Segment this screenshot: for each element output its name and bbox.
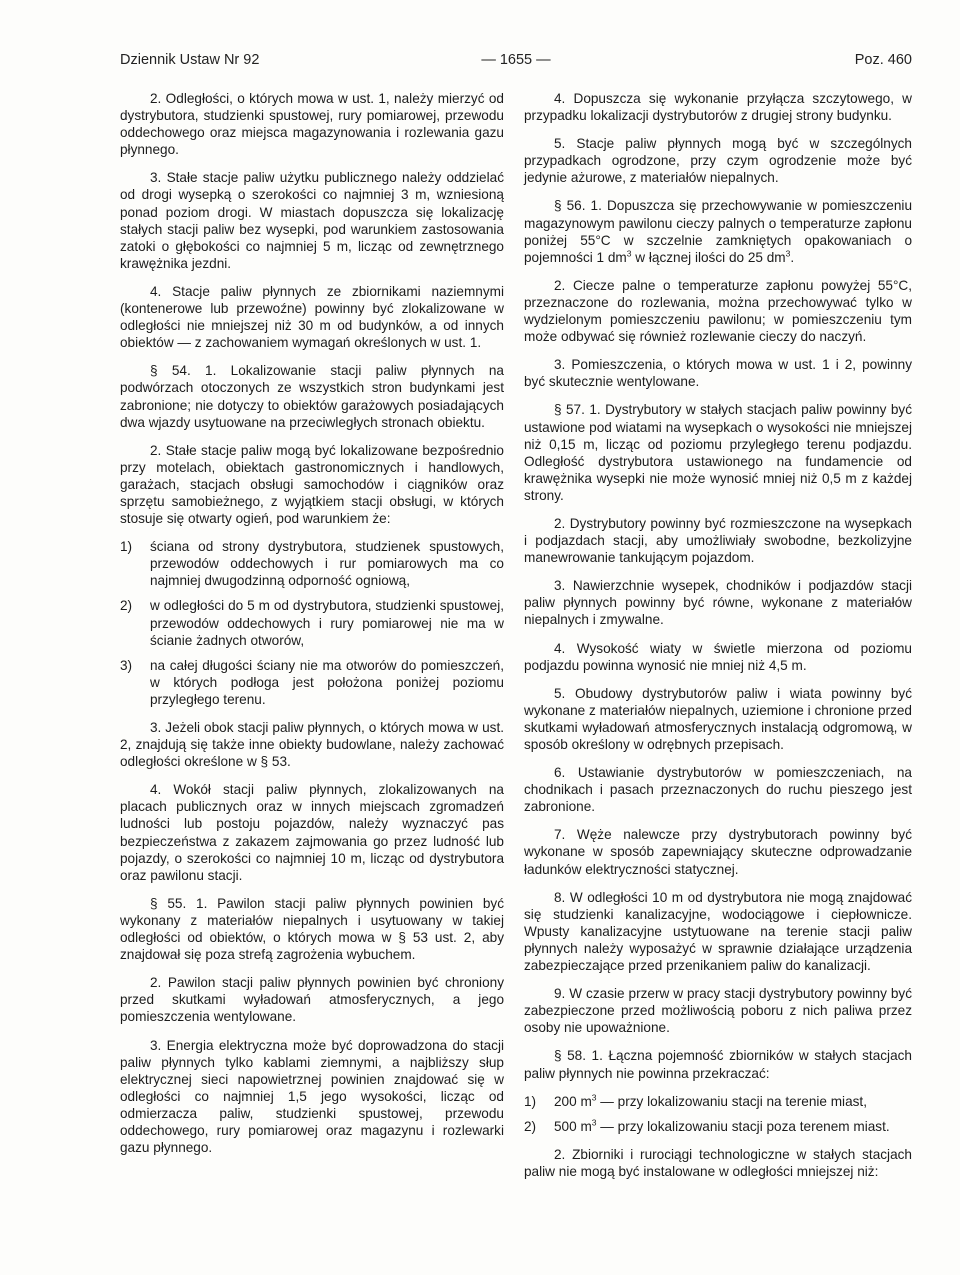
description: — przy lokalizowaniu stacji poza terenem miast.	[596, 1118, 890, 1134]
superscript: 3	[591, 1092, 597, 1103]
paragraph: 8. W odległości 10 m od dystrybutora nie mogą znajdować się studzienki kanalizacyjne, wodociągowe i ciepłownicze. Wpusty kanalizacyjne ustytuowane na terenie stacji paliw płynnych należy wyposażyć w sprawnie działające urządzenia zabezpieczające przed przenikaniem paliw do kanalizacji.	[524, 889, 912, 974]
list-item	[120, 657, 504, 708]
superscript: 3	[785, 248, 791, 259]
paragraph: 2. Zbiorniki i rurociągi technologiczne w stałych stacjach paliw nie mogą być instalowane w odległości mniejszej niż:	[524, 1146, 912, 1179]
right-column	[524, 90, 912, 1191]
value: 500 m	[554, 1118, 592, 1134]
paragraph: 6. Ustawianie dystrybutorów w pomieszczeniach, na chodnikach i pasach przeznaczonych do ruchu pieszego jest zabronione.	[524, 765, 912, 815]
paragraph: § 55. 1. Pawilon stacji paliw płynnych powinien być wykonany z materiałów niepalnych i usytuowany w takiej odległości od obiektów, o których mowa w § 53 ust. 2, aby znajdował się poza strefą zagrożenia wybuchem.	[120, 895, 504, 963]
list-item-number: 2)	[120, 598, 133, 614]
paragraph-text: .	[790, 249, 795, 265]
list-item-number: 2)	[524, 1118, 537, 1134]
paragraph: 5. Stacje paliw płynnych mogą być w szczególnych przypadkach ogrodzone, przy czym ogrodzenie może być jedynie ażurowe, z materiałów niepalnych.	[524, 136, 912, 186]
paragraph: 3. Stałe stacje paliw użytku publicznego należy oddzielać od drogi wysepką o szerokości co najmniej 3 m, wzniesioną ponad poziom drogi. W miastach dopuszcza się lokalizację stałych stacji paliw bez wysepki, pod warunkiem zastosowania zatoki o głębokości co najmniej 5 m, licząc od zewnętrznego krawężnika jezdni.	[120, 170, 504, 271]
paragraph: 5. Obudowy dystrybutorów paliw i wiata powinny być wykonane z materiałów niepalnych, uziemione i chronione przed skutkami wyładowań atmosferycznych instalacją odgromową, w sposób określony w odrębnych przepisach.	[524, 685, 912, 752]
paragraph: § 57. 1. Dystrybutory w stałych stacjach paliw powinny być ustawione pod wiatami na wysepkach o wysokości nie mniejszej niż 0,15 m, licząc od poziomu przyległego terenu podjazdu. Odległość dystrybutora ustawionego na fundamencie od krawężnika wysepki nie może wynosić mniej niż 0,5 m z każdej strony.	[524, 402, 912, 503]
left-column	[120, 90, 504, 1167]
paragraph: 2. Pawilon stacji paliw płynnych powinien być chroniony przed skutkami wyładowań atmosferycznych, a jego pomieszczenia wentylowane.	[120, 975, 504, 1025]
paragraph: 3. Nawierzchnie wysepek, chodników i podjazdów stacji paliw płynnych powinny być równe, wykonane z materiałów niepalnych i zmywalne.	[524, 578, 912, 628]
position-number: Poz. 460	[854, 52, 912, 68]
journal-title: Dziennik Ustaw Nr 92	[120, 52, 260, 68]
paragraph: 3. Energia elektryczna może być doprowadzona do stacji paliw płynnych tylko kablami ziemnymi, a najbliższy słup elektrycznej sieci napowietrznej powinien znajdować się w odległości co najmniej 1,5 jego wysokości, licząc od odmierzacza paliw, studzienki spustowej, przewodu oddechowego, rury pomiarowej oraz magazynu i rozlewarki gazu płynnego.	[120, 1037, 504, 1156]
paragraph: § 58. 1. Łączna pojemność zbiorników w stałych stacjach paliw płynnych nie powinna przekraczać:	[524, 1048, 912, 1081]
paragraph: 7. Węże nalewcze przy dystrybutorach powinny być wykonane w sposób zapewniający skuteczne odprowadzanie ładunków elektryczności statycznej.	[524, 827, 912, 877]
paragraph: 3. Jeżeli obok stacji paliw płynnych, o których mowa w ust. 2, znajdują się także inne obiekty budowlane, należy zachować odległości określone w § 53.	[120, 720, 504, 770]
paragraph: 2. Ciecze palne o temperaturze zapłonu powyżej 55°C, przeznaczone do rozlewania, można przechowywać tylko w wydzielonym pomieszczeniu pawilonu; w pomieszczeniu tym może odbywać się również rozlewanie cieczy do naczyń.	[524, 277, 912, 345]
conditions-list	[120, 538, 504, 708]
paragraph: 3. Pomieszczenia, o których mowa w ust. 1 i 2, powinny być skutecznie wentylowane.	[524, 357, 912, 390]
value: 200 m	[554, 1093, 592, 1109]
list-item	[120, 538, 504, 589]
paragraph-text: § 56. 1. Dopuszcza się przechowywanie w pomieszczeniu magazynowym pawilonu cieczy palnych o temperaturze zapłonu poniżej 55°C w szczelnie zamkniętych opakowaniach o pojemności 1 dm	[524, 198, 912, 265]
page-header	[120, 50, 912, 70]
paragraph: 2. Dystrybutory powinny być rozmieszczone na wysepkach i podjazdach stacji, aby umożliwiały swobodne, bezkolizyjne manewrowanie tankującym pojazdom.	[524, 515, 912, 566]
list-item-text: w odległości do 5 m od dystrybutora, studzienki spustowej, przewodów oddechowych i rury pomiarowej nie ma w ścianie żadnych otworów,	[150, 598, 504, 648]
description: — przy lokalizowaniu stacji na terenie miast,	[596, 1093, 867, 1109]
list-item-number: 1)	[120, 539, 133, 555]
list-item-text	[554, 1093, 912, 1110]
paragraph: 9. W czasie przerw w pracy stacji dystrybutory powinny być zabezpieczone przed możliwością poboru z nich paliwa przez osoby nie upoważnione.	[524, 986, 912, 1036]
list-item-text: na całej długości ściany nie ma otworów do pomieszczeń, w których podłoga jest położona poniżej poziomu przyległego terenu.	[150, 657, 504, 707]
paragraph: 4. Wokół stacji paliw płynnych, zlokalizowanych na placach publicznych oraz w innych miejscach zgromadzeń ludności lub postoju pojazdów, należy wyznaczyć pas bezpieczeństwa z zakazem zajmowania go przez ludność lub pojazdy, o szerokości co najmniej 10 m, licząc od dystrybutora oraz pawilonu stacji.	[120, 782, 504, 883]
paragraph: 4. Wysokość wiaty w świetle mierzona od poziomu podjazdu powinna wynosić nie mniej niż 4,5 m.	[524, 640, 912, 673]
paragraph: 4. Stacje paliw płynnych ze zbiornikami naziemnymi (kontenerowe lub przewoźne) powinny być zlokalizowane w odległości nie mniejszej niż 30 m od budynków, a od innych obiektów — z zachowaniem wymagań określonych w ust. 1.	[120, 283, 504, 351]
paragraph-text: w łącznej ilości do 25 dm	[631, 249, 786, 265]
paragraph	[524, 197, 912, 265]
list-item	[120, 597, 504, 648]
list-item-number: 1)	[524, 1093, 537, 1109]
superscript: 3	[591, 1117, 597, 1128]
paragraph: 4. Dopuszcza się wykonanie przyłącza szczytowego, w przypadku lokalizacji dystrybutorów z drugiej strony budynku.	[524, 91, 912, 124]
list-item	[524, 1093, 912, 1110]
list-item-text: ściana od strony dystrybutora, studzienek spustowych, przewodów oddechowych i rur pomiarowych ma co najmniej dwugodzinną odporność ogniową,	[150, 539, 504, 589]
list-item-text	[554, 1118, 912, 1135]
paragraph: 2. Stałe stacje paliw mogą być lokalizowane bezpośrednio przy motelach, obiektach gastronomicznych i handlowych, garażach, stacjach obsługi samochodów i ciągników oraz sprzętu samobieżnego, z wyjątkiem stacji obsługi, w których stosuje się otwarty ogień, pod warunkiem że:	[120, 442, 504, 527]
superscript: 3	[626, 248, 632, 259]
list-item-number: 3)	[120, 657, 133, 673]
list-item	[524, 1118, 912, 1135]
paragraph: 2. Odległości, o których mowa w ust. 1, należy mierzyć od dystrybutora, studzienki spustowej, rury pomiarowej, przewodu oddechowego oraz miejsca magazynowania i rozlewania gazu płynnego.	[120, 91, 504, 158]
page-number: — 1655 —	[481, 52, 551, 68]
capacity-list	[524, 1093, 912, 1135]
paragraph: § 54. 1. Lokalizowanie stacji paliw płynnych na podwórzach otoczonych ze wszystkich stron budynkami jest zabronione; nie dotyczy to obiektów garażowych posiadających dwa wjazdy usytuowane na przeciwległych stronach obiektu.	[120, 363, 504, 430]
